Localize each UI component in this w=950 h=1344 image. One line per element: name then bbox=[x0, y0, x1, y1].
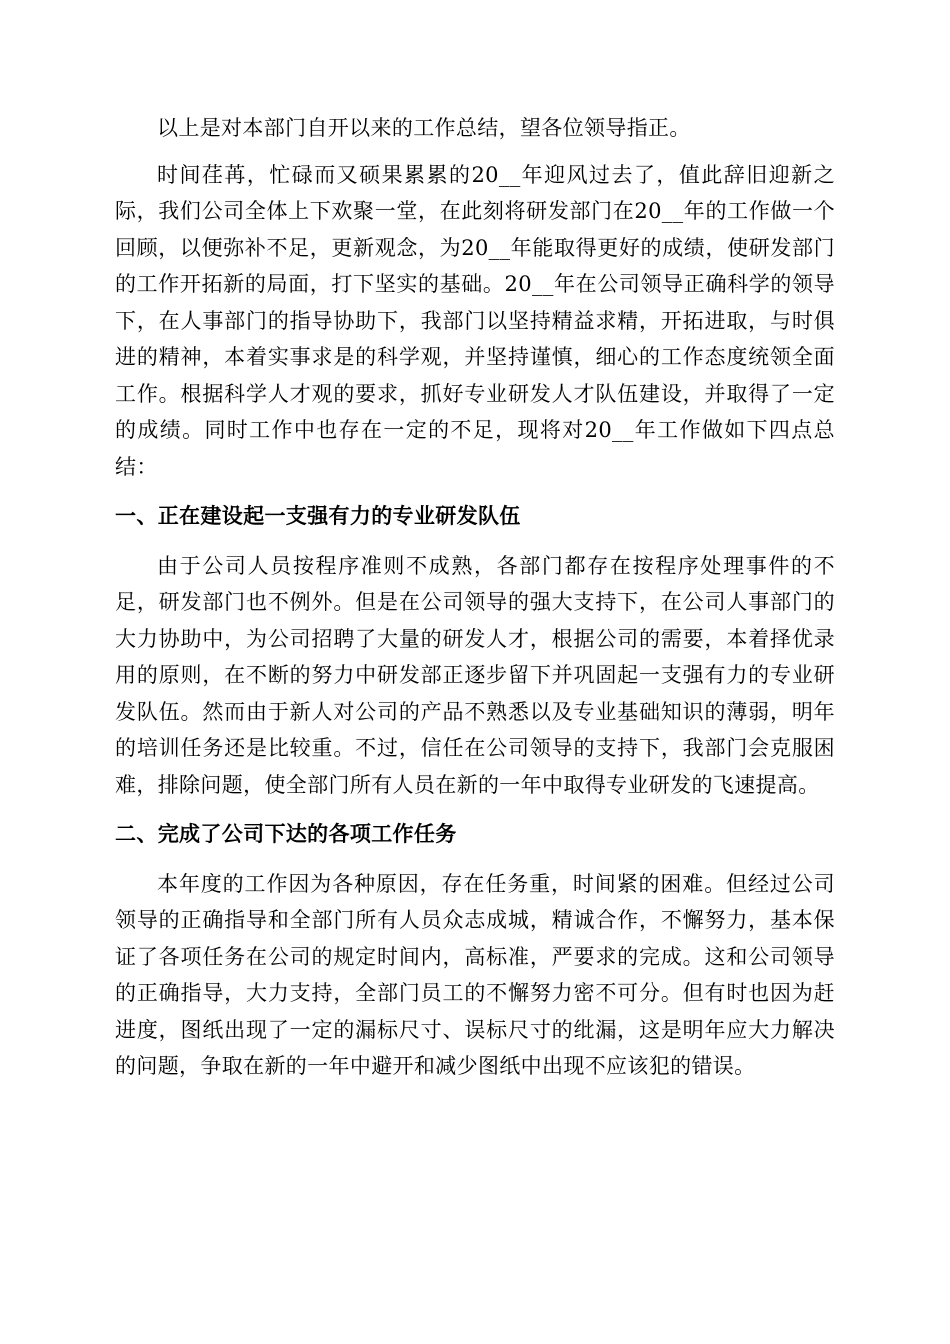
section-1-heading: 一、正在建设起一支强有力的专业研发队伍 bbox=[115, 503, 521, 528]
closing-line: 以上是对本部门自开以来的工作总结，望各位领导指正。 bbox=[157, 116, 691, 140]
intro-paragraph: 时间荏苒，忙碌而又硕果累累的20__年迎风过去了，值此辞旧迎新之际，我们公司全体上下欢聚一堂，在此刻将研发部门在20__年的工作做一个回顾，以便弥补不足，更新观念，为20__年能取得更好的成绩，使研发部门的工作开拓新的局面，打下坚实的基础。20__年在公司领导正确科学的领导下，在人事部门的指导协助下，我部门以坚持精益求精，开拓进取，与时俱进的精神，本着实事求是的科学观，并坚持谨慎，细心的工作态度统领全面工作。根据科学人才观的要求，抓好专业研发人才队伍建设，并取得了一定的成绩。同时工作中也存在一定的不足，现将对20__年工作做如下四点总结： bbox=[115, 162, 835, 479]
document-body bbox=[115, 110, 835, 1085]
section-2-body: 本年度的工作因为各种原因，存在任务重，时间紧的困难。但经过公司领导的正确指导和全部门所有人员众志成城，精诚合作，不懈努力，基本保证了各项任务在公司的规定时间内，高标准，严要求的完成。这和公司领导的正确指导，大力支持，全部门员工的不懈努力密不可分。但有时也因为赶进度，图纸出现了一定的漏标尺寸、误标尺寸的纰漏，这是明年应大力解决的问题，争取在新的一年中避开和减少图纸中出现不应该犯的错误。 bbox=[115, 871, 835, 1078]
section-2-heading: 二、完成了公司下达的各项工作任务 bbox=[115, 821, 457, 846]
section-1-body: 由于公司人员按程序准则不成熟，各部门都存在按程序处理事件的不足，研发部门也不例外。但是在公司领导的强大支持下，在公司人事部门的大力协助中，为公司招聘了大量的研发人才，根据公司的需要，本着择优录用的原则，在不断的努力中研发部正逐步留下并巩固起一支强有力的专业研发队伍。然而由于新人对公司的产品不熟悉以及专业基础知识的薄弱，明年的培训任务还是比较重。不过，信任在公司领导的支持下，我部门会克服困难，排除问题，使全部门所有人员在新的一年中取得专业研发的飞速提高。 bbox=[115, 553, 835, 797]
